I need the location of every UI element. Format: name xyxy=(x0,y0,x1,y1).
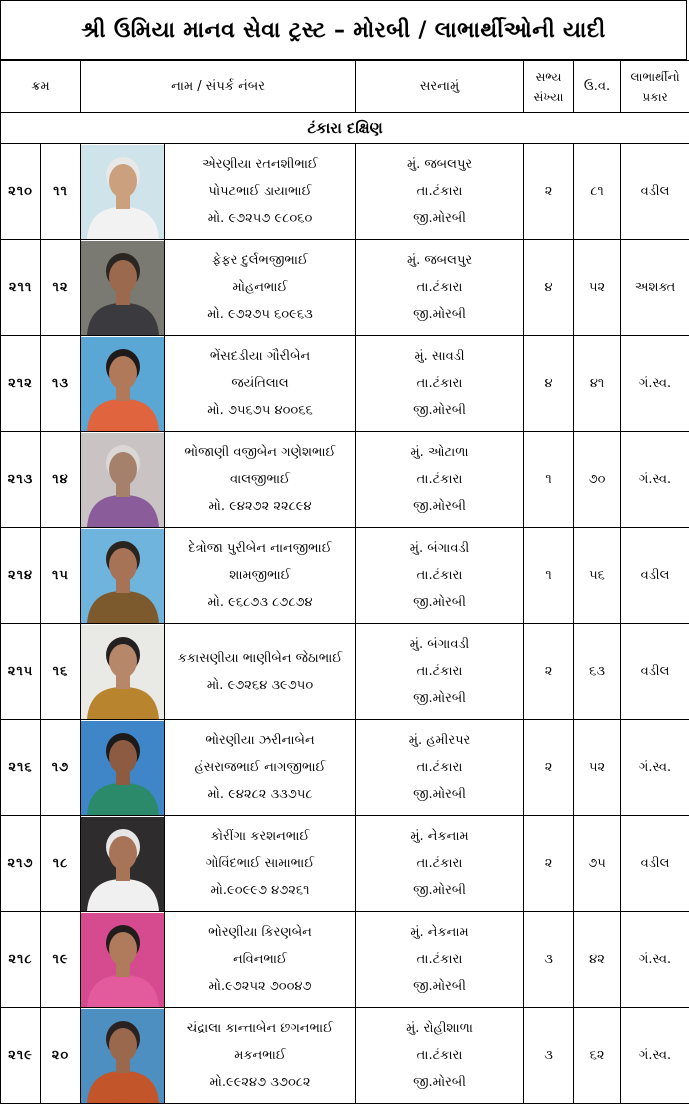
address-cell xyxy=(356,432,524,528)
contact-number: મો. ૭૫૬૭૫ ૪૦૦૬૬ xyxy=(165,397,355,424)
name-line: જયંતિલાલ xyxy=(165,370,355,397)
address-cell xyxy=(356,336,524,432)
portrait-face xyxy=(109,356,137,390)
beneficiary-photo xyxy=(81,529,165,623)
name-contact-cell xyxy=(165,240,356,336)
name-line: મોહનભાઈ xyxy=(165,274,355,301)
age: ૫૬ xyxy=(574,528,621,624)
address-line: મું. નેકનામ xyxy=(356,919,523,946)
address-line: જી.મોરબી xyxy=(356,205,523,232)
beneficiary-photo xyxy=(81,625,165,719)
address-line: મું. હમીરપર xyxy=(356,727,523,754)
address-cell xyxy=(356,912,524,1008)
local-number: ૨૦ xyxy=(41,1008,81,1104)
address-line: મું. રોહીશાળા xyxy=(356,1015,523,1042)
member-count: ૨ xyxy=(524,816,574,912)
address-cell xyxy=(356,720,524,816)
photo-cell xyxy=(81,336,165,432)
address-line: મું. જબલપુર xyxy=(356,151,523,178)
beneficiary-type: ગં.સ્વ. xyxy=(621,912,689,1008)
serial-number: ૨૧૩ xyxy=(1,432,41,528)
address-line: મું. બંગાવડી xyxy=(356,631,523,658)
name-line: શામજીભાઈ xyxy=(165,562,355,589)
name-line: નવિનભાઈ xyxy=(165,946,355,973)
beneficiary-type: અશક્ત xyxy=(621,240,689,336)
name-line: ભેંસદડીયા ગૌરીબેન xyxy=(165,343,355,370)
portrait-face xyxy=(109,548,137,582)
beneficiary-type: વડીલ xyxy=(621,528,689,624)
beneficiary-type: ગં.સ્વ. xyxy=(621,336,689,432)
address-line: તા.ટંકારા xyxy=(356,466,523,493)
beneficiary-type: ગં.સ્વ. xyxy=(621,1008,689,1104)
photo-cell xyxy=(81,816,165,912)
address-line: મું. જબલપુર xyxy=(356,247,523,274)
table-row xyxy=(1,240,689,336)
portrait-svg xyxy=(81,433,165,527)
beneficiary-photo xyxy=(81,433,165,527)
header-name-contact: નામ / સંપર્ક નંબર xyxy=(81,61,356,113)
name-contact-cell xyxy=(165,816,356,912)
serial-number: ૨૧૧ xyxy=(1,240,41,336)
photo-cell xyxy=(81,720,165,816)
address-cell xyxy=(356,240,524,336)
age: ૫૨ xyxy=(574,240,621,336)
table-row xyxy=(1,336,689,432)
header-members xyxy=(524,61,574,113)
name-contact-cell xyxy=(165,1008,356,1104)
header-address: સરનામું xyxy=(356,61,524,113)
name-contact-cell xyxy=(165,528,356,624)
header-age: ઉ.વ. xyxy=(574,61,621,113)
photo-cell xyxy=(81,432,165,528)
member-count: ૪ xyxy=(524,336,574,432)
section-row xyxy=(1,113,689,144)
beneficiary-photo xyxy=(81,1009,165,1103)
address-line: જી.મોરબી xyxy=(356,781,523,808)
table-row xyxy=(1,1008,689,1104)
name-line: ભોરણીયા ઝરીનાબેન xyxy=(165,727,355,754)
address-line: મું. નેકનામ xyxy=(356,823,523,850)
age: ૭૫ xyxy=(574,816,621,912)
portrait-svg xyxy=(81,721,165,815)
address-line: જી.મોરબી xyxy=(356,973,523,1000)
age: ૬૨ xyxy=(574,1008,621,1104)
name-line: ગોવિંદભાઈ સામાભાઈ xyxy=(165,850,355,877)
header-type xyxy=(621,61,689,113)
contact-number: મો. ૯૪૨૭૨ ૨૨૮૯૪ xyxy=(165,493,355,520)
serial-number: ૨૧૦ xyxy=(1,144,41,240)
serial-number: ૨૧૯ xyxy=(1,1008,41,1104)
name-line: હંસરાજભાઈ નાગજીભાઈ xyxy=(165,754,355,781)
photo-cell xyxy=(81,1008,165,1104)
address-line: તા.ટંકારા xyxy=(356,946,523,973)
address-line: જી.મોરબી xyxy=(356,1069,523,1096)
beneficiary-type: ગં.સ્વ. xyxy=(621,432,689,528)
address-line: તા.ટંકારા xyxy=(356,274,523,301)
address-line: તા.ટંકારા xyxy=(356,658,523,685)
beneficiary-photo xyxy=(81,337,165,431)
portrait-face xyxy=(109,164,137,198)
address-line: જી.મોરબી xyxy=(356,397,523,424)
beneficiary-type: વડીલ xyxy=(621,624,689,720)
photo-cell xyxy=(81,240,165,336)
member-count: ૩ xyxy=(524,1008,574,1104)
age: ૭૦ xyxy=(574,432,621,528)
name-contact-cell xyxy=(165,624,356,720)
photo-cell xyxy=(81,912,165,1008)
table-row xyxy=(1,720,689,816)
name-line: વાલજીભાઈ xyxy=(165,466,355,493)
serial-number: ૨૧૨ xyxy=(1,336,41,432)
local-number: ૧૨ xyxy=(41,240,81,336)
section-title: ટંકારા દક્ષિણ xyxy=(1,113,689,144)
header-row xyxy=(1,61,689,113)
portrait-svg xyxy=(81,529,165,623)
member-count: ૩ xyxy=(524,912,574,1008)
portrait-face xyxy=(109,932,137,966)
name-line: ભોરણીયા કિરણબેન xyxy=(165,919,355,946)
photo-cell xyxy=(81,144,165,240)
document-title: શ્રી ઉમિયા માનવ સેવા ટ્રસ્ટ – મોરબી / લાભાર્થીઓની યાદી xyxy=(0,0,687,60)
member-count: ૨ xyxy=(524,144,574,240)
contact-number: મો. ૯૭૨૭૫ ૬૦૯૬૩ xyxy=(165,301,355,328)
beneficiary-photo xyxy=(81,817,165,911)
address-line: તા.ટંકારા xyxy=(356,850,523,877)
beneficiary-photo xyxy=(81,721,165,815)
address-line: જી.મોરબી xyxy=(356,301,523,328)
name-contact-cell xyxy=(165,144,356,240)
serial-number: ૨૧૮ xyxy=(1,912,41,1008)
age: ૪૧ xyxy=(574,336,621,432)
local-number: ૧૮ xyxy=(41,816,81,912)
table-row xyxy=(1,816,689,912)
header-type-line1: લાભાર્થીનો xyxy=(621,67,689,87)
member-count: ૧ xyxy=(524,432,574,528)
beneficiary-type: ગં.સ્વ. xyxy=(621,720,689,816)
contact-number: મો.૯૯૨૪૭ ૩૭૦૮૨ xyxy=(165,1069,355,1096)
name-line: કોરીંગા કરશનભાઈ xyxy=(165,823,355,850)
portrait-svg xyxy=(81,145,165,239)
local-number: ૧૫ xyxy=(41,528,81,624)
name-line: કકાસણીયા ભાણીબેન જેઠાભાઈ xyxy=(165,645,355,672)
portrait-svg xyxy=(81,625,165,719)
beneficiary-type: વડીલ xyxy=(621,144,689,240)
local-number: ૧૧ xyxy=(41,144,81,240)
address-line: જી.મોરબી xyxy=(356,493,523,520)
header-members-line1: સભ્ય xyxy=(524,67,573,87)
name-line: ભોજાણી વજીબેન ગણેશભાઈ xyxy=(165,439,355,466)
portrait-svg xyxy=(81,337,165,431)
address-cell xyxy=(356,624,524,720)
local-number: ૧૬ xyxy=(41,624,81,720)
name-line: ચંદ્રાલા કાન્તાબેન છગનભાઈ xyxy=(165,1015,355,1042)
name-contact-cell xyxy=(165,432,356,528)
portrait-face xyxy=(109,644,137,678)
portrait-face xyxy=(109,740,137,774)
address-line: મું. બંગાવડી xyxy=(356,535,523,562)
beneficiary-type: વડીલ xyxy=(621,816,689,912)
contact-number: મો.૯૦૯૯૭ ૪૭૨૬૧ xyxy=(165,877,355,904)
portrait-face xyxy=(109,836,137,870)
address-cell xyxy=(356,1008,524,1104)
portrait-face xyxy=(109,1028,137,1062)
local-number: ૧૯ xyxy=(41,912,81,1008)
name-line: પોપટભાઈ ડાયાભાઈ xyxy=(165,178,355,205)
beneficiary-photo xyxy=(81,913,165,1007)
address-line: જી.મોરબી xyxy=(356,685,523,712)
address-line: તા.ટંકારા xyxy=(356,562,523,589)
address-line: જી.મોરબી xyxy=(356,877,523,904)
local-number: ૧૩ xyxy=(41,336,81,432)
serial-number: ૨૧૬ xyxy=(1,720,41,816)
name-contact-cell xyxy=(165,336,356,432)
local-number: ૧૭ xyxy=(41,720,81,816)
address-line: તા.ટંકારા xyxy=(356,754,523,781)
portrait-face xyxy=(109,452,137,486)
contact-number: મો. ૯૬૮૭૩ ૮૭૮૭૪ xyxy=(165,589,355,616)
contact-number: મો. ૯૭૨૫૭ ૯૮૦૬૦ xyxy=(165,205,355,232)
portrait-svg xyxy=(81,817,165,911)
name-contact-cell xyxy=(165,720,356,816)
contact-number: મો. ૯૭૨૬૪ ૩૯૭૫૦ xyxy=(165,672,355,699)
beneficiary-photo xyxy=(81,145,165,239)
member-count: ૧ xyxy=(524,528,574,624)
header-kram: ક્રમ xyxy=(1,61,81,113)
name-line: મકનભાઈ xyxy=(165,1042,355,1069)
serial-number: ૨૧૪ xyxy=(1,528,41,624)
header-type-line2: પ્રકાર xyxy=(621,87,689,107)
beneficiary-photo xyxy=(81,241,165,335)
serial-number: ૨૧૭ xyxy=(1,816,41,912)
table-row xyxy=(1,432,689,528)
serial-number: ૨૧૫ xyxy=(1,624,41,720)
age: ૪૨ xyxy=(574,912,621,1008)
member-count: ૨ xyxy=(524,720,574,816)
beneficiary-table xyxy=(0,60,689,1104)
address-line: તા.ટંકારા xyxy=(356,1042,523,1069)
table-row xyxy=(1,144,689,240)
name-contact-cell xyxy=(165,912,356,1008)
address-cell xyxy=(356,816,524,912)
name-line: દેત્રોજા પુરીબેન નાનજીભાઈ xyxy=(165,535,355,562)
local-number: ૧૪ xyxy=(41,432,81,528)
table-row xyxy=(1,912,689,1008)
address-cell xyxy=(356,144,524,240)
table-row xyxy=(1,528,689,624)
header-members-line2: સંખ્યા xyxy=(524,87,573,107)
portrait-svg xyxy=(81,913,165,1007)
photo-cell xyxy=(81,528,165,624)
age: ૫૨ xyxy=(574,720,621,816)
address-line: મું. સાવડી xyxy=(356,343,523,370)
address-cell xyxy=(356,528,524,624)
portrait-svg xyxy=(81,1009,165,1103)
address-line: તા.ટંકારા xyxy=(356,370,523,397)
name-line: એરણીયા રતનશીભાઈ xyxy=(165,151,355,178)
member-count: ૪ xyxy=(524,240,574,336)
portrait-svg xyxy=(81,241,165,335)
table-row xyxy=(1,624,689,720)
member-count: ૨ xyxy=(524,624,574,720)
address-line: જી.મોરબી xyxy=(356,589,523,616)
age: ૬૩ xyxy=(574,624,621,720)
name-line: ફેફર દુર્લભજીભાઈ xyxy=(165,247,355,274)
portrait-face xyxy=(109,260,137,294)
photo-cell xyxy=(81,624,165,720)
address-line: તા.ટંકારા xyxy=(356,178,523,205)
age: ૮૧ xyxy=(574,144,621,240)
address-line: મું. ઓટાળા xyxy=(356,439,523,466)
contact-number: મો. ૯૪૨૮૨ ૩૩૭૫૮ xyxy=(165,781,355,808)
contact-number: મો.૯૭૨૫૨ ૭૦૦૪૭ xyxy=(165,973,355,1000)
